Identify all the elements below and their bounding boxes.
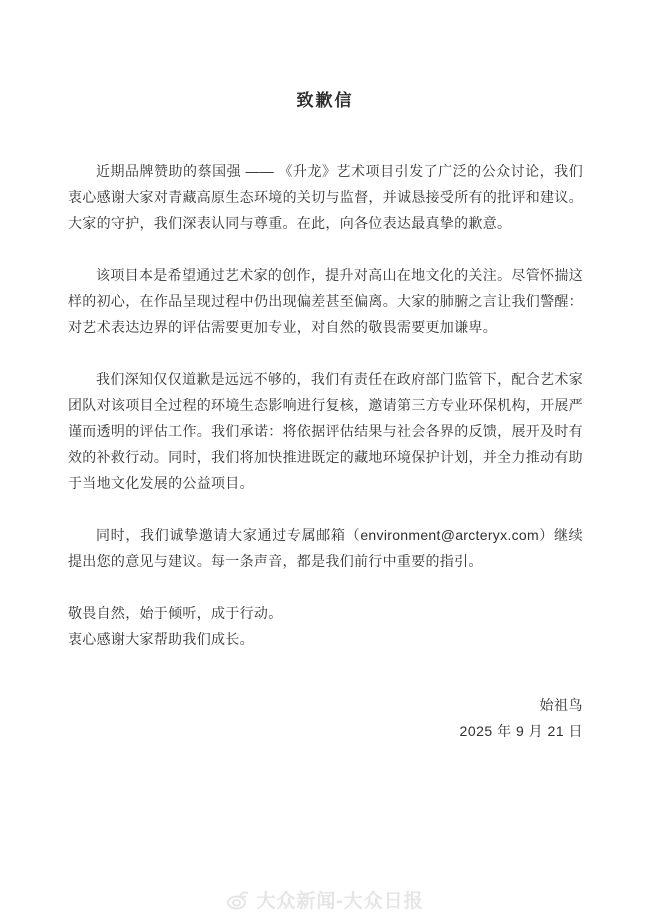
page-title: 致歉信 xyxy=(296,91,354,110)
paragraph-2: 该项目本是希望通过艺术家的创作，提升对高山在地文化的关注。尽管怀揣这样的初心，在作品呈现过程中仍出现偏差甚至偏离。大家的肺腑之言让我们警醒：对艺术表达边界的评估需要更加专业，对自然的敬畏需要更加谦卑。 xyxy=(68,267,583,335)
closing-line-1: 敬畏自然，始于倾听，成于行动。 xyxy=(68,605,283,621)
watermark xyxy=(0,886,650,913)
paragraph-1: 近期品牌赞助的蔡国强 —— 《升龙》艺术项目引发了广泛的公众讨论，我们衷心感谢大家对青藏高原生态环境的关切与监督，并诚恳接受所有的批评和建议。大家的守护，我们深表认同与尊重。在此，向各位表达最真挚的歉意。 xyxy=(68,163,583,231)
closing-line-2: 衷心感谢大家帮助我们成长。 xyxy=(68,631,254,647)
letter-body xyxy=(0,158,650,744)
paragraph-3: 我们深知仅仅道歉是远远不够的，我们有责任在政府部门监管下，配合艺术家团队对该项目全过程的环境生态影响进行复核，邀请第三方专业环保机构，开展严谨而透明的评估工作。我们承诺：将依据评估结果与社会各界的反馈，展开及时有效的补救行动。同时，我们将加快推进既定的藏地环境保护计划，并全力推动有助于当地文化发展的公益项目。 xyxy=(68,371,583,491)
signature-block xyxy=(68,692,583,744)
signature-name: 始祖鸟 xyxy=(539,697,583,713)
watermark-text: 大众新闻-大众日报 xyxy=(256,891,424,912)
closing-block xyxy=(68,600,583,652)
paragraph-4: 同时，我们诚挚邀请大家通过专属邮箱（environment@arcteryx.com）继续提出您的意见与建议。每一条声音，都是我们前行中重要的指引。 xyxy=(68,527,583,569)
weibo-icon xyxy=(226,890,250,910)
signature-date: 2025 年 9 月 21 日 xyxy=(459,723,583,739)
